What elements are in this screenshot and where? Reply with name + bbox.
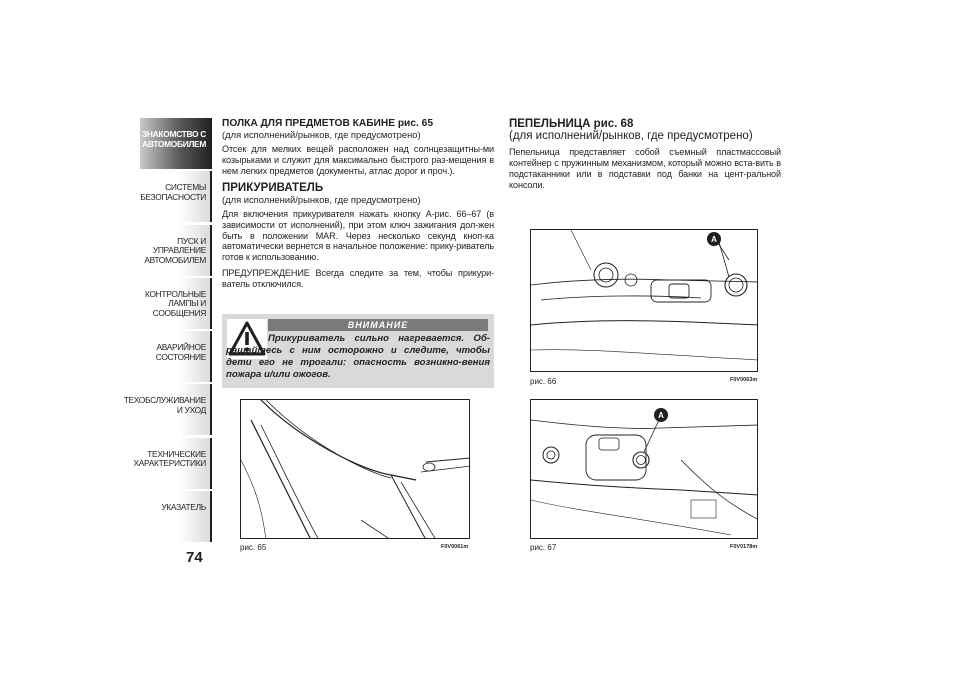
chapter-tab[interactable] xyxy=(140,225,212,276)
right-column xyxy=(509,118,781,196)
center-console-lighter-illustration xyxy=(531,230,758,372)
svg-text:A: A xyxy=(658,411,664,420)
figure-67-caption: рис. 67 xyxy=(530,543,557,552)
chapter-tab-label: ЗНАКОМСТВО С АВТОМОБИЛЕМ xyxy=(141,129,206,149)
section-subtitle-ashtray: (для исполнений/рынков, где предусмотрено) xyxy=(509,130,753,142)
chapter-tab-label: ТЕХОБСЛУЖИВАНИЕ И УХОД xyxy=(123,395,206,415)
tab-edge xyxy=(210,331,212,382)
chapter-tab[interactable] xyxy=(140,171,212,222)
chapter-tab-label: ТЕХНИЧЕСКИЕ ХАРАКТЕРИСТИКИ xyxy=(133,448,207,469)
tab-background xyxy=(140,491,212,542)
overhead-shelf-illustration xyxy=(241,400,470,539)
tab-edge xyxy=(210,491,212,542)
chapter-tab-label: УКАЗАТЕЛЬ xyxy=(161,502,206,513)
chapter-tab-label: ПУСК И УПРАВЛЕНИЕ АВТОМОБИЛЕМ xyxy=(144,235,206,265)
warning-box xyxy=(222,314,494,388)
paragraph-ashtray: Пепельница представляет собой съемный пластмассовый контейнер с пружинным механизмом, который можно вста-вить в подстаканники или в подставки под банки на цент-ральной консоли. xyxy=(509,147,781,190)
chapter-tab-label: СИСТЕМЫ БЕЗОПАСНОСТИ xyxy=(140,182,206,202)
section-title-ashtray: ПЕПЕЛЬНИЦА рис. 68 xyxy=(509,118,634,130)
paragraph-shelf: Отсек для мелких вещей расположен над солнцезащитны-ми козырьками и служит для максимально быстрого раз-мещения в нем легких предметов (документы, атлас дорог и проч.). xyxy=(222,144,494,176)
warning-text: Прикуриватель сильно нагревается. Об-ращайтесь с ним осторожно и следите, чтобы дети его не трогали: опасность возникно-вения пожара и/или ожогов. xyxy=(226,333,490,380)
chapter-tab[interactable] xyxy=(123,384,212,435)
svg-text:A: A xyxy=(711,235,717,244)
paragraph-lighter-1: Для включения прикуривателя нажать кнопку A-рис. 66–67 (в зависимости от исполнений), при этом ключ зажигания дол-жен быть в положении MAR. Через несколько секунд кноп-ка автоматически вернется в начальное положение: прику-риватель готов к использованию. xyxy=(222,208,494,263)
warning-heading: ВНИМАНИЕ xyxy=(268,319,488,331)
left-column xyxy=(222,118,494,295)
chapter-tab-label: КОНТРОЛЬНЫЕ ЛАМПЫ И СООБЩЕНИЯ xyxy=(144,288,206,318)
page-number: 74 xyxy=(186,549,203,566)
chapter-tab[interactable] xyxy=(140,278,212,329)
section-subtitle-lighter: (для исполнений/рынков, где предусмотрено) xyxy=(222,193,421,205)
figure-67-code: F0V0178m xyxy=(730,544,758,550)
section-title-shelf: ПОЛКА ДЛЯ ПРЕДМЕТОВ КАБИНЕ рис. 65 xyxy=(222,118,433,129)
figure-66-caption: рис. 66 xyxy=(530,377,557,386)
chapter-tab[interactable] xyxy=(133,438,212,489)
figure-65-image xyxy=(240,399,470,539)
tab-edge xyxy=(210,278,212,329)
center-console-lighter-alt-illustration xyxy=(531,400,758,539)
figure-65-code: F0V0061m xyxy=(441,544,469,550)
figure-66-image xyxy=(530,229,758,372)
tab-edge xyxy=(210,225,212,276)
tab-edge xyxy=(210,118,212,169)
chapter-tab[interactable] xyxy=(140,331,212,382)
chapter-tab-label: АВАРИЙНОЕ СОСТОЯНИЕ xyxy=(155,342,206,362)
figure-67-image xyxy=(530,399,758,539)
tab-edge xyxy=(210,438,212,489)
chapter-tab[interactable] xyxy=(140,491,212,542)
section-subtitle-shelf: (для исполнений/рынков, где предусмотрено) xyxy=(222,129,421,140)
figure-65-caption: рис. 65 xyxy=(240,543,267,552)
section-title-lighter: ПРИКУРИВАТЕЛЬ xyxy=(222,181,324,194)
tab-edge xyxy=(210,384,212,435)
chapter-tab[interactable] xyxy=(140,118,212,169)
tab-edge xyxy=(210,171,212,222)
chapter-sidebar xyxy=(123,118,212,544)
figure-66-code: F0V0063m xyxy=(730,377,758,383)
paragraph-lighter-2: ПРЕДУПРЕЖДЕНИЕ Всегда следите за тем, чтобы прикури-ватель отключился. xyxy=(222,268,494,290)
